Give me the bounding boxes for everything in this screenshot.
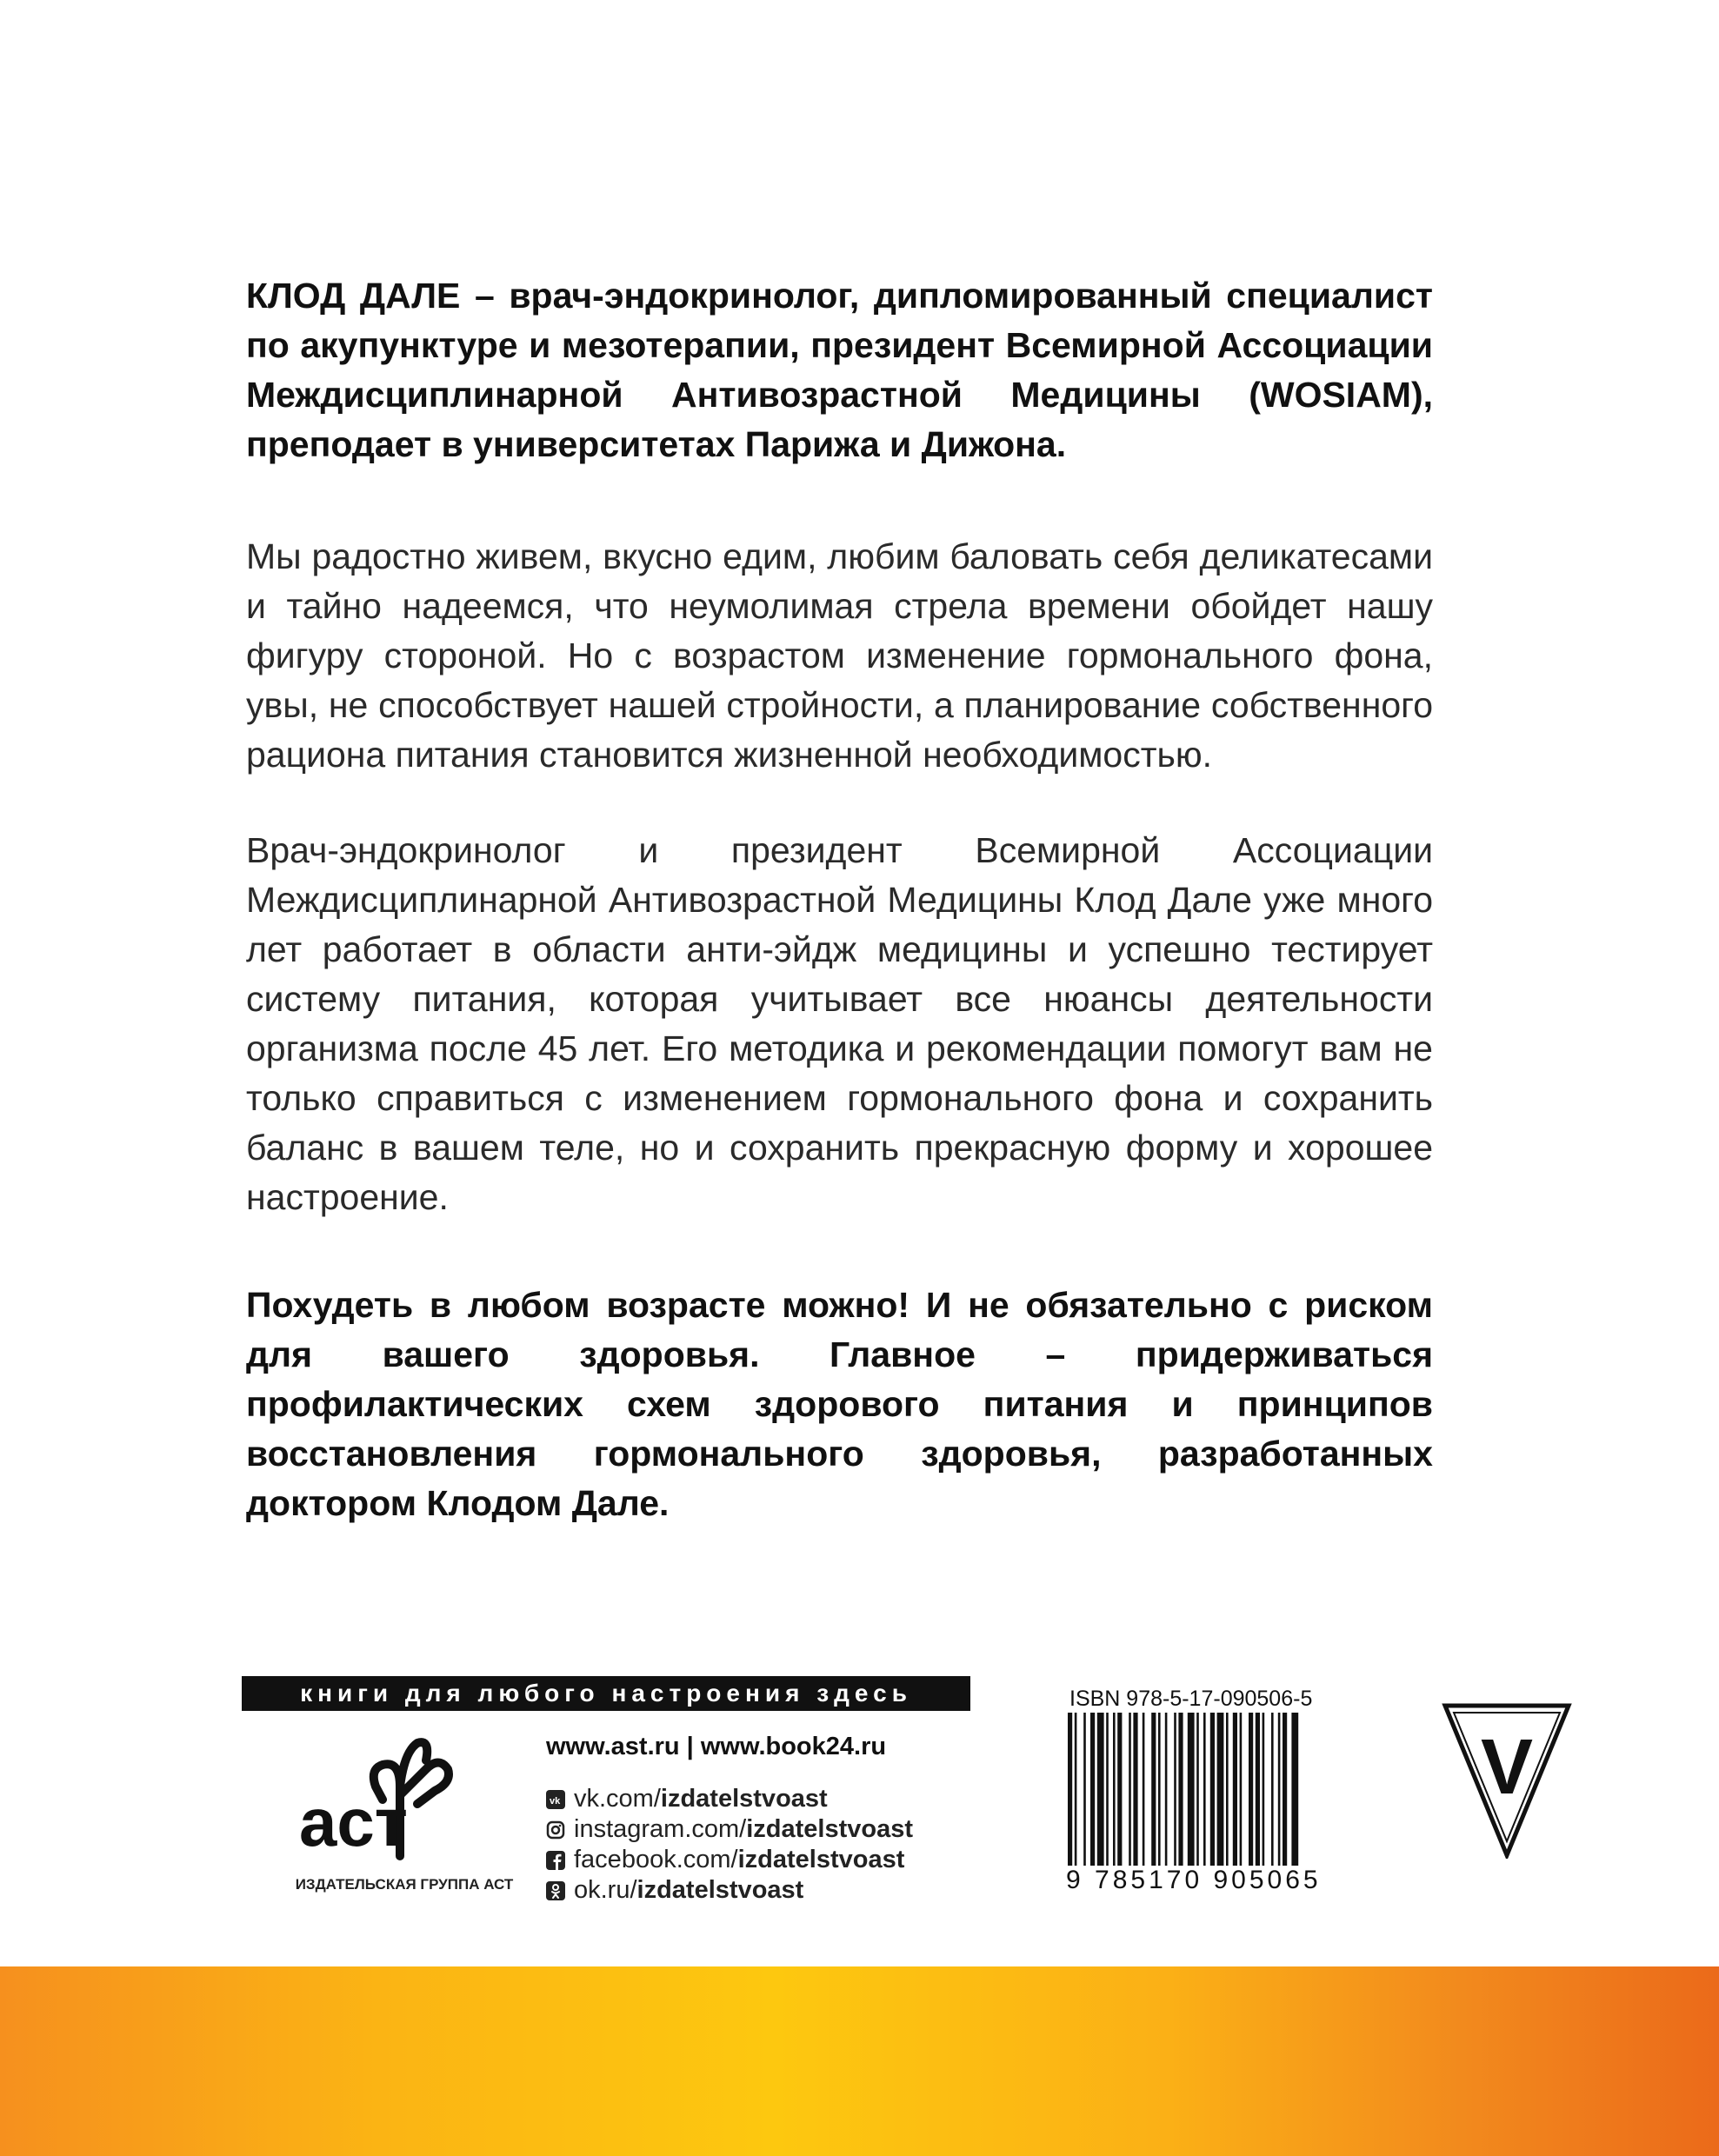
- logo-caption: ИЗДАТЕЛЬСКАЯ ГРУППА АСТ: [295, 1876, 514, 1893]
- barcode-bar: [1210, 1713, 1215, 1869]
- barcode-bar: [1090, 1713, 1095, 1869]
- social-link-facebook[interactable]: [546, 1845, 981, 1875]
- barcode-bar: [1106, 1713, 1109, 1869]
- odnoklassniki-icon: [546, 1881, 565, 1900]
- barcode-bar: [1165, 1713, 1168, 1869]
- decorative-gradient-band: [0, 1966, 1719, 2156]
- social-handle: izdatelstvoast: [660, 1785, 828, 1813]
- social-handle: izdatelstvoast: [737, 1846, 905, 1873]
- instagram-icon: [546, 1820, 565, 1840]
- barcode-bar: [1133, 1713, 1137, 1869]
- social-handle: izdatelstvoast: [636, 1876, 804, 1904]
- facebook-icon: [546, 1851, 565, 1870]
- vk-icon: [546, 1790, 565, 1809]
- social-prefix: vk.com/: [574, 1785, 661, 1813]
- description-paragraph-1: Мы радостно живем, вкусно едим, любим баловать себя деликатесами и тайно надеемся, что неумолимая стрела времени обойдет нашу фигуру стороной. Но с возрастом изменение гормонального фона, увы, не способствует нашей стройности, а планирование собственного рациона питания становится жизненной необходимостью.: [246, 536, 1433, 775]
- barcode-bar: [1083, 1713, 1086, 1869]
- imprint-logo: [1442, 1702, 1572, 1859]
- barcode: [1063, 1687, 1358, 1904]
- barcode-bar: [1233, 1713, 1237, 1869]
- barcode-bar: [1068, 1713, 1072, 1869]
- barcode-bars: [1063, 1713, 1358, 1878]
- barcode-bar: [1196, 1713, 1199, 1869]
- barcode-bar: [1263, 1713, 1265, 1869]
- description-paragraph-2: Врач-эндокринолог и президент Всемирной Ассоциации Междисциплинарной Антивозрастной Медицины Клод Дале уже много лет работает в области анти-эйдж медицины и успешно тестирует систему питания, которая учитывает все нюансы деятельности организма после 45 лет. Его методика и рекомендации помогут вам не только справиться с изменением гормонального фона и сохранить баланс в вашем теле, но и сохранить прекрасную форму и хорошее настроение.: [246, 830, 1433, 1217]
- barcode-bar: [1240, 1713, 1243, 1869]
- svg-text:vk: vk: [550, 1795, 561, 1807]
- barcode-bar: [1117, 1713, 1122, 1869]
- barcode-bar: [1113, 1713, 1116, 1869]
- social-prefix: ok.ru/: [574, 1876, 637, 1904]
- publisher-links: [546, 1733, 981, 1906]
- barcode-bar: [1143, 1713, 1145, 1869]
- barcode-bar: [1097, 1713, 1104, 1869]
- barcode-bar: [1256, 1713, 1260, 1869]
- barcode-bar: [1129, 1713, 1131, 1869]
- barcode-bar: [1178, 1713, 1183, 1869]
- social-link-vk[interactable]: [546, 1784, 981, 1814]
- barcode-digits: 9 785170 905065: [1066, 1866, 1322, 1894]
- slogan-bar: книги для любого настроения здесь: [242, 1676, 970, 1711]
- social-link-ok[interactable]: [546, 1875, 981, 1906]
- barcode-bar: [1188, 1713, 1195, 1869]
- barcode-bar: [1217, 1713, 1224, 1869]
- ast-logo: [296, 1734, 478, 1865]
- social-prefix: instagram.com/: [574, 1815, 747, 1843]
- barcode-bar: [1249, 1713, 1253, 1869]
- barcode-bar: [1226, 1713, 1229, 1869]
- barcode-bar: [1075, 1713, 1077, 1869]
- barcode-bar: [1278, 1713, 1281, 1869]
- logo-text: аст: [299, 1784, 408, 1860]
- social-handle: izdatelstvoast: [746, 1815, 914, 1843]
- barcode-bar: [1271, 1713, 1274, 1869]
- barcode-bar: [1291, 1713, 1298, 1869]
- websites[interactable]: www.ast.ru | www.book24.ru: [546, 1733, 887, 1760]
- barcode-bar: [1158, 1713, 1161, 1869]
- social-prefix: facebook.com/: [574, 1846, 738, 1873]
- author-bio: КЛОД ДАЛЕ – врач-эндокринолог, дипломированный специалист по акупунктуре и мезотерапии, президент Всемирной Ассоциации Междисциплинарной Антивозрастной Медицины (WOSIAM), преподает в университетах Парижа и Дижона.: [246, 276, 1433, 464]
- imprint-letter: V: [1480, 1724, 1534, 1811]
- barcode-bar: [1151, 1713, 1156, 1869]
- barcode-bar: [1174, 1713, 1176, 1869]
- social-link-instagram[interactable]: [546, 1814, 981, 1845]
- barcode-bar: [1203, 1713, 1206, 1869]
- description-paragraph-3: Похудеть в любом возрасте можно! И не обязательно с риском для вашего здоровья. Главное – придерживаться профилактических схем здорового питания и принципов восстановления гормонального здоровья, разработанных доктором Клодом Дале.: [246, 1285, 1433, 1523]
- isbn: ISBN 978-5-17-090506-5: [1069, 1687, 1313, 1711]
- barcode-bar: [1283, 1713, 1287, 1869]
